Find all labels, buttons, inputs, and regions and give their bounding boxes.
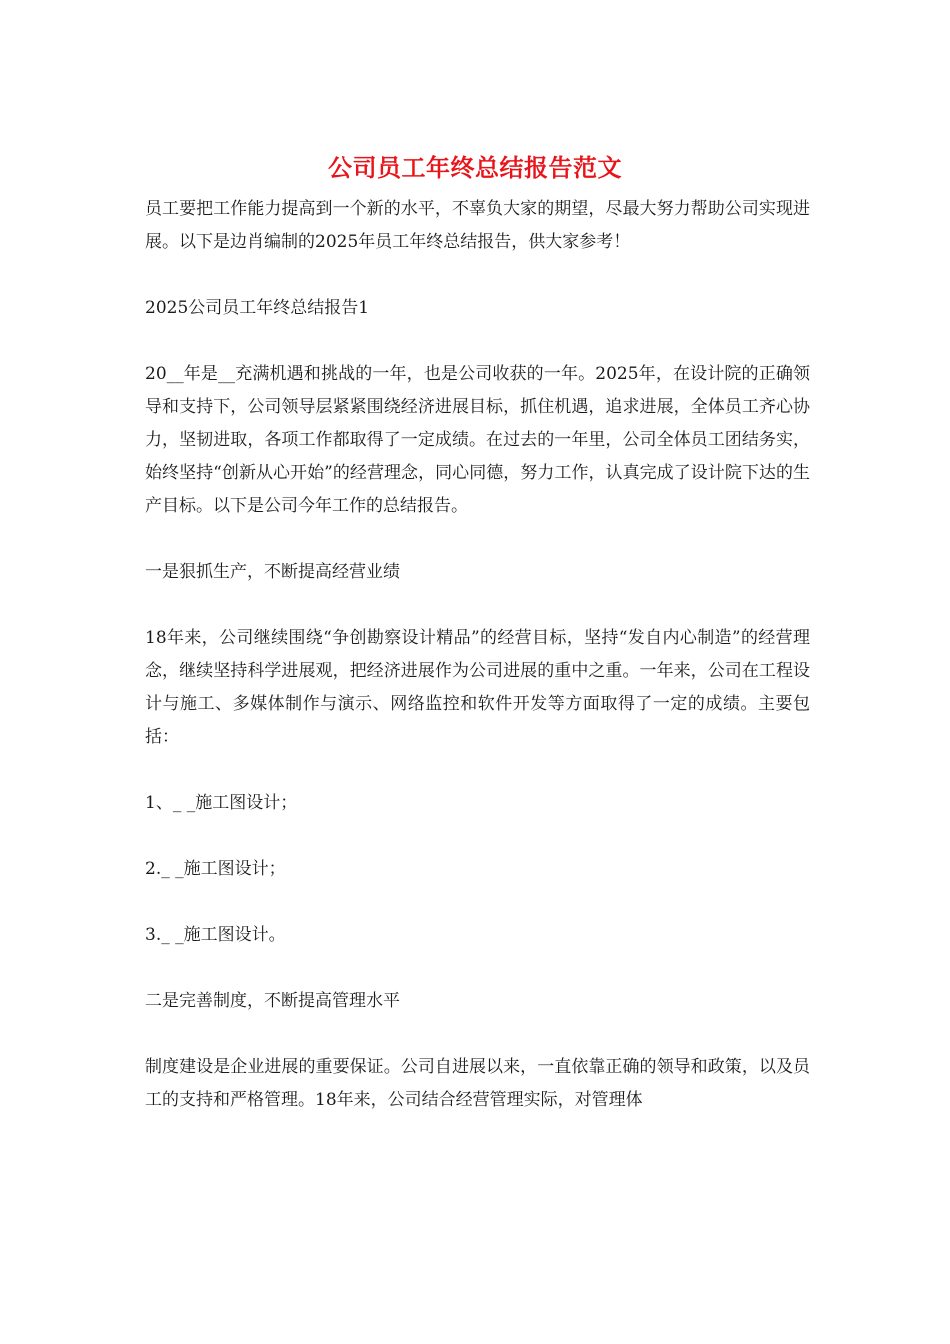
paragraph-gap bbox=[145, 952, 810, 985]
document-title: 公司员工年终总结报告范文 bbox=[328, 153, 622, 182]
paragraph-gap bbox=[145, 325, 810, 358]
list-item: 2._ _施工图设计； bbox=[145, 859, 286, 879]
body-paragraph: 制度建设是企业进展的重要保证。公司自进展以来，一直依靠正确的领导和政策，以及员工的支持和严格管理。18年来，公司结合经营管理实际，对管理体 bbox=[145, 1057, 810, 1110]
intro-paragraph: 员工要把工作能力提高到一个新的水平，不辜负大家的期望，尽最大努力帮助公司实现进展。以下是边肖编制的2025年员工年终总结报告，供大家参考！ bbox=[145, 199, 810, 252]
paragraph-gap bbox=[145, 820, 810, 853]
body-paragraph: 20__年是__充满机遇和挑战的一年，也是公司收获的一年。2025年，在设计院的正确领导和支持下，公司领导层紧紧围绕经济进展目标，抓住机遇，追求进展，全体员工齐心协力，坚韧进取，各项工作都取得了一定成绩。在过去的一年里，公司全体员工团结务实，始终坚持“创新从心开始”的经营理念，同心同德，努力工作，认真完成了设计院下达的生产目标。以下是公司今年工作的总结报告。 bbox=[145, 364, 810, 516]
section-heading: 2025公司员工年终总结报告1 bbox=[145, 298, 370, 318]
paragraph-gap bbox=[145, 886, 810, 919]
paragraph-gap bbox=[145, 589, 810, 622]
subsection-heading: 一是狠抓生产，不断提高经营业绩 bbox=[145, 562, 400, 582]
subsection-heading: 二是完善制度，不断提高管理水平 bbox=[145, 991, 400, 1011]
paragraph-gap bbox=[145, 1018, 810, 1051]
document-body bbox=[145, 193, 810, 1117]
paragraph-gap bbox=[145, 754, 810, 787]
list-item: 1、_ _施工图设计； bbox=[145, 793, 298, 813]
body-paragraph: 18年来，公司继续围绕“争创勘察设计精品”的经营目标，坚持“发自内心制造”的经营理念，继续坚持科学进展观，把经济进展作为公司进展的重中之重。一年来，公司在工程设计与施工、多媒体制作与演示、网络监控和软件开发等方面取得了一定的成绩。主要包括： bbox=[145, 628, 810, 747]
paragraph-gap bbox=[145, 523, 810, 556]
list-item: 3._ _施工图设计。 bbox=[145, 925, 286, 945]
paragraph-gap bbox=[145, 259, 810, 292]
